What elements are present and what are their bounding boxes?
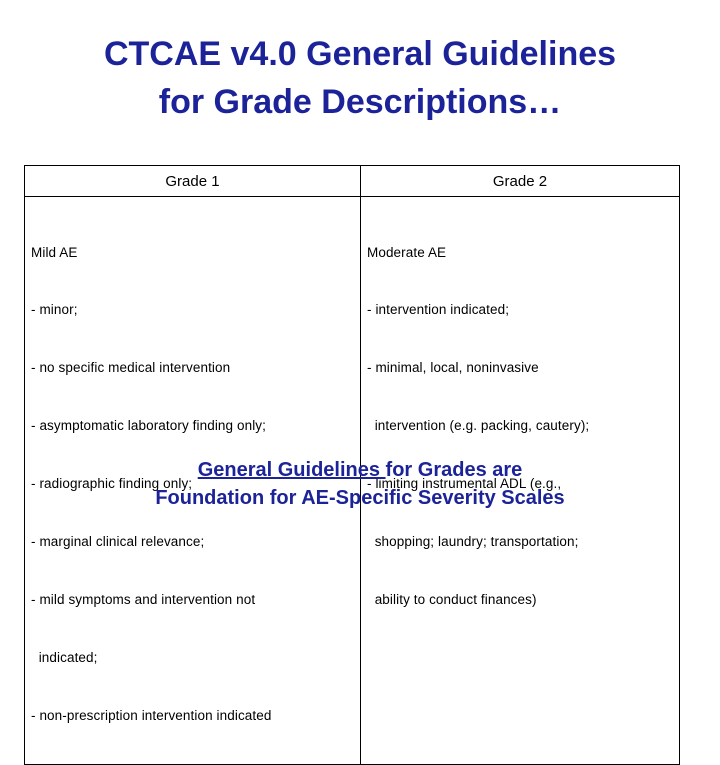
grade-1-line: - minor; [31, 302, 78, 318]
footer-line-2: Foundation for AE-Specific Severity Scales [155, 487, 565, 509]
grade-1-line: - radiographic finding only; [31, 476, 193, 492]
grade-2-description [361, 197, 679, 648]
grade-1-line: - non-prescription intervention indicated [31, 707, 272, 723]
footer-line-1-text: for Grades are [385, 459, 523, 481]
grade-1-line: - mild symptoms and intervention not [31, 591, 256, 607]
slide-title [0, 30, 720, 126]
grade-2-line: shopping; laundry; transportation; [367, 534, 579, 550]
grade-1-header: Grade 1 [25, 166, 361, 197]
grade-2-line: - intervention indicated; [367, 302, 510, 318]
grade-2-line: Moderate AE [367, 244, 447, 260]
grade-1-line: indicated; [31, 649, 98, 665]
grade-1-line: - no specific medical intervention [31, 360, 231, 376]
grade-1-line: - asymptomatic laboratory finding only; [31, 418, 267, 434]
grade-2-line: ability to conduct finances) [367, 591, 537, 607]
slide-title-line-2: for Grade Descriptions… [158, 83, 562, 121]
grade-2-line: - minimal, local, noninvasive [367, 360, 539, 376]
grade-1-line: Mild AE [31, 244, 78, 260]
grade-2-header: Grade 2 [361, 166, 680, 197]
grade-2-line: - limiting instrumental ADL (e.g., [367, 476, 562, 492]
general-guidelines-link[interactable]: General Guidelines [197, 459, 386, 481]
grade-1-line: - marginal clinical relevance; [31, 534, 205, 550]
grade-2-line: intervention (e.g. packing, cautery); [367, 418, 590, 434]
slide-title-line-1: CTCAE v4.0 General Guidelines [103, 35, 617, 73]
grade-table-header-row [25, 166, 680, 197]
footer-caption [0, 456, 720, 512]
footer-line-1 [0, 456, 720, 484]
